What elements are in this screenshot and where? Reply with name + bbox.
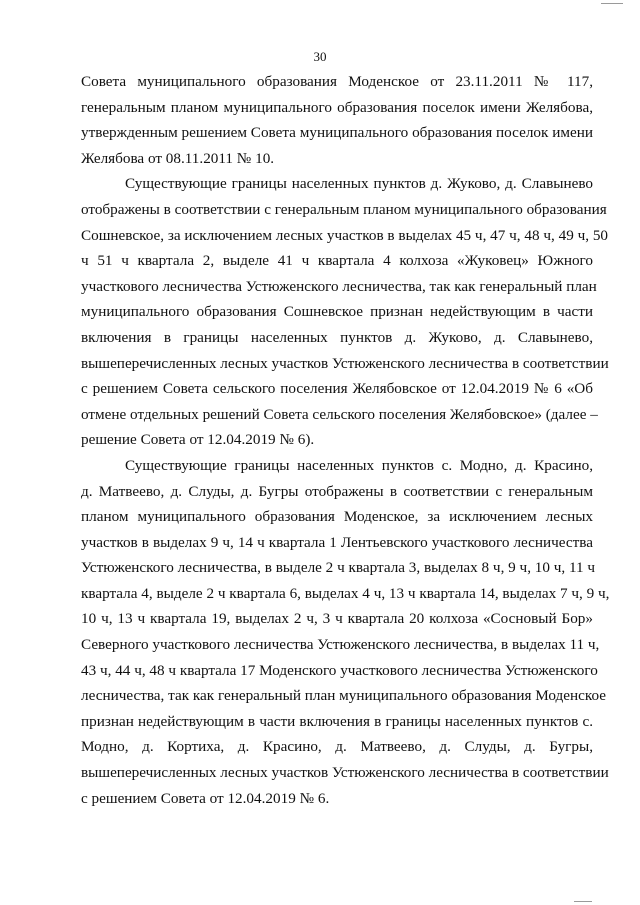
text-line: ч 51 ч квартала 2, выделе 41 ч квартала 4 колхоза «Жуковец» Южного [81,252,593,270]
text-line: с решением Совета сельского поселения Желябовское от 12.04.2019 № 6 «Об [81,380,593,398]
corner-scan-mark-bottom [574,901,592,902]
text-line: муниципального образования Сошневское признан недействующим в части [81,303,593,321]
paragraph [81,453,610,811]
page-number: 30 [313,49,327,64]
text-line: Существующие границы населенных пунктов с. Модно, д. Красино, [125,456,593,474]
text-line: Сошневское, за исключением лесных участков в выделах 45 ч, 47 ч, 48 ч, 49 ч, 50 [81,226,609,244]
document-body [81,69,610,811]
text-line: 10 ч, 13 ч квартала 19, выделах 2 ч, 3 ч квартала 20 колхоза «Сосновый Бор» [81,610,593,628]
text-line: генеральным планом муниципального образования поселок имени Желябова, [81,98,593,116]
text-line: Модно, д. Кортиха, д. Красино, д. Матвеево, д. Слуды, д. Бугры, [81,738,593,756]
text-line: Совета муниципального образования Моденское от 23.11.2011 № 117, [81,73,593,90]
paragraph [81,171,609,453]
text-line: отмене отдельных решений Совета сельского поселения Желябовское» (далее – [81,405,598,423]
text-line: вышеперечисленных лесных участков Устюженского лесничества в соответствии [81,764,609,782]
text-line: квартала 4, выделе 2 ч квартала 6, выделах 4 ч, 13 ч квартала 14, выделах 7 ч, 9 ч, [81,584,610,602]
text-line: утвержденным решением Совета муниципального образования поселок имени [81,124,593,142]
text-line: Северного участкового лесничества Устюженского лесничества, в выделах 11 ч, [81,636,600,654]
text-line: Желябова от 08.11.2011 № 10. [81,149,275,167]
text-line: лесничества, так как генеральный план муниципального образования Моденское [81,687,607,705]
text-line: признан недействующим в части включения в границы населенных пунктов с. [81,712,593,730]
paragraph [81,69,593,171]
text-line: с решением Совета от 12.04.2019 № 6. [81,789,330,807]
text-line: д. Матвеево, д. Слуды, д. Бугры отображены в соответствии с генеральным [81,482,593,500]
text-line: Устюженского лесничества, в выделе 2 ч квартала 3, выделах 8 ч, 9 ч, 10 ч, 11 ч [81,559,596,577]
text-line: 43 ч, 44 ч, 48 ч квартала 17 Моденского участкового лесничества Устюженского [81,661,598,679]
text-line: участкового лесничества Устюженского лесничества, так как генеральный план [81,277,597,295]
corner-scan-mark-top [601,3,623,4]
text-line: планом муниципального образования Моденское, за исключением лесных [81,508,593,526]
text-line: отображены в соответствии с генеральным планом муниципального образования [81,200,607,218]
text-line: участков в выделах 9 ч, 14 ч квартала 1 Лентьевского участкового лесничества [81,533,593,551]
text-line: включения в границы населенных пунктов д. Жуково, д. Славынево, [81,328,593,346]
text-line: вышеперечисленных лесных участков Устюженского лесничества в соответствии [81,354,609,372]
text-line: Существующие границы населенных пунктов д. Жуково, д. Славынево [125,175,593,193]
text-line: решение Совета от 12.04.2019 № 6). [81,431,315,449]
